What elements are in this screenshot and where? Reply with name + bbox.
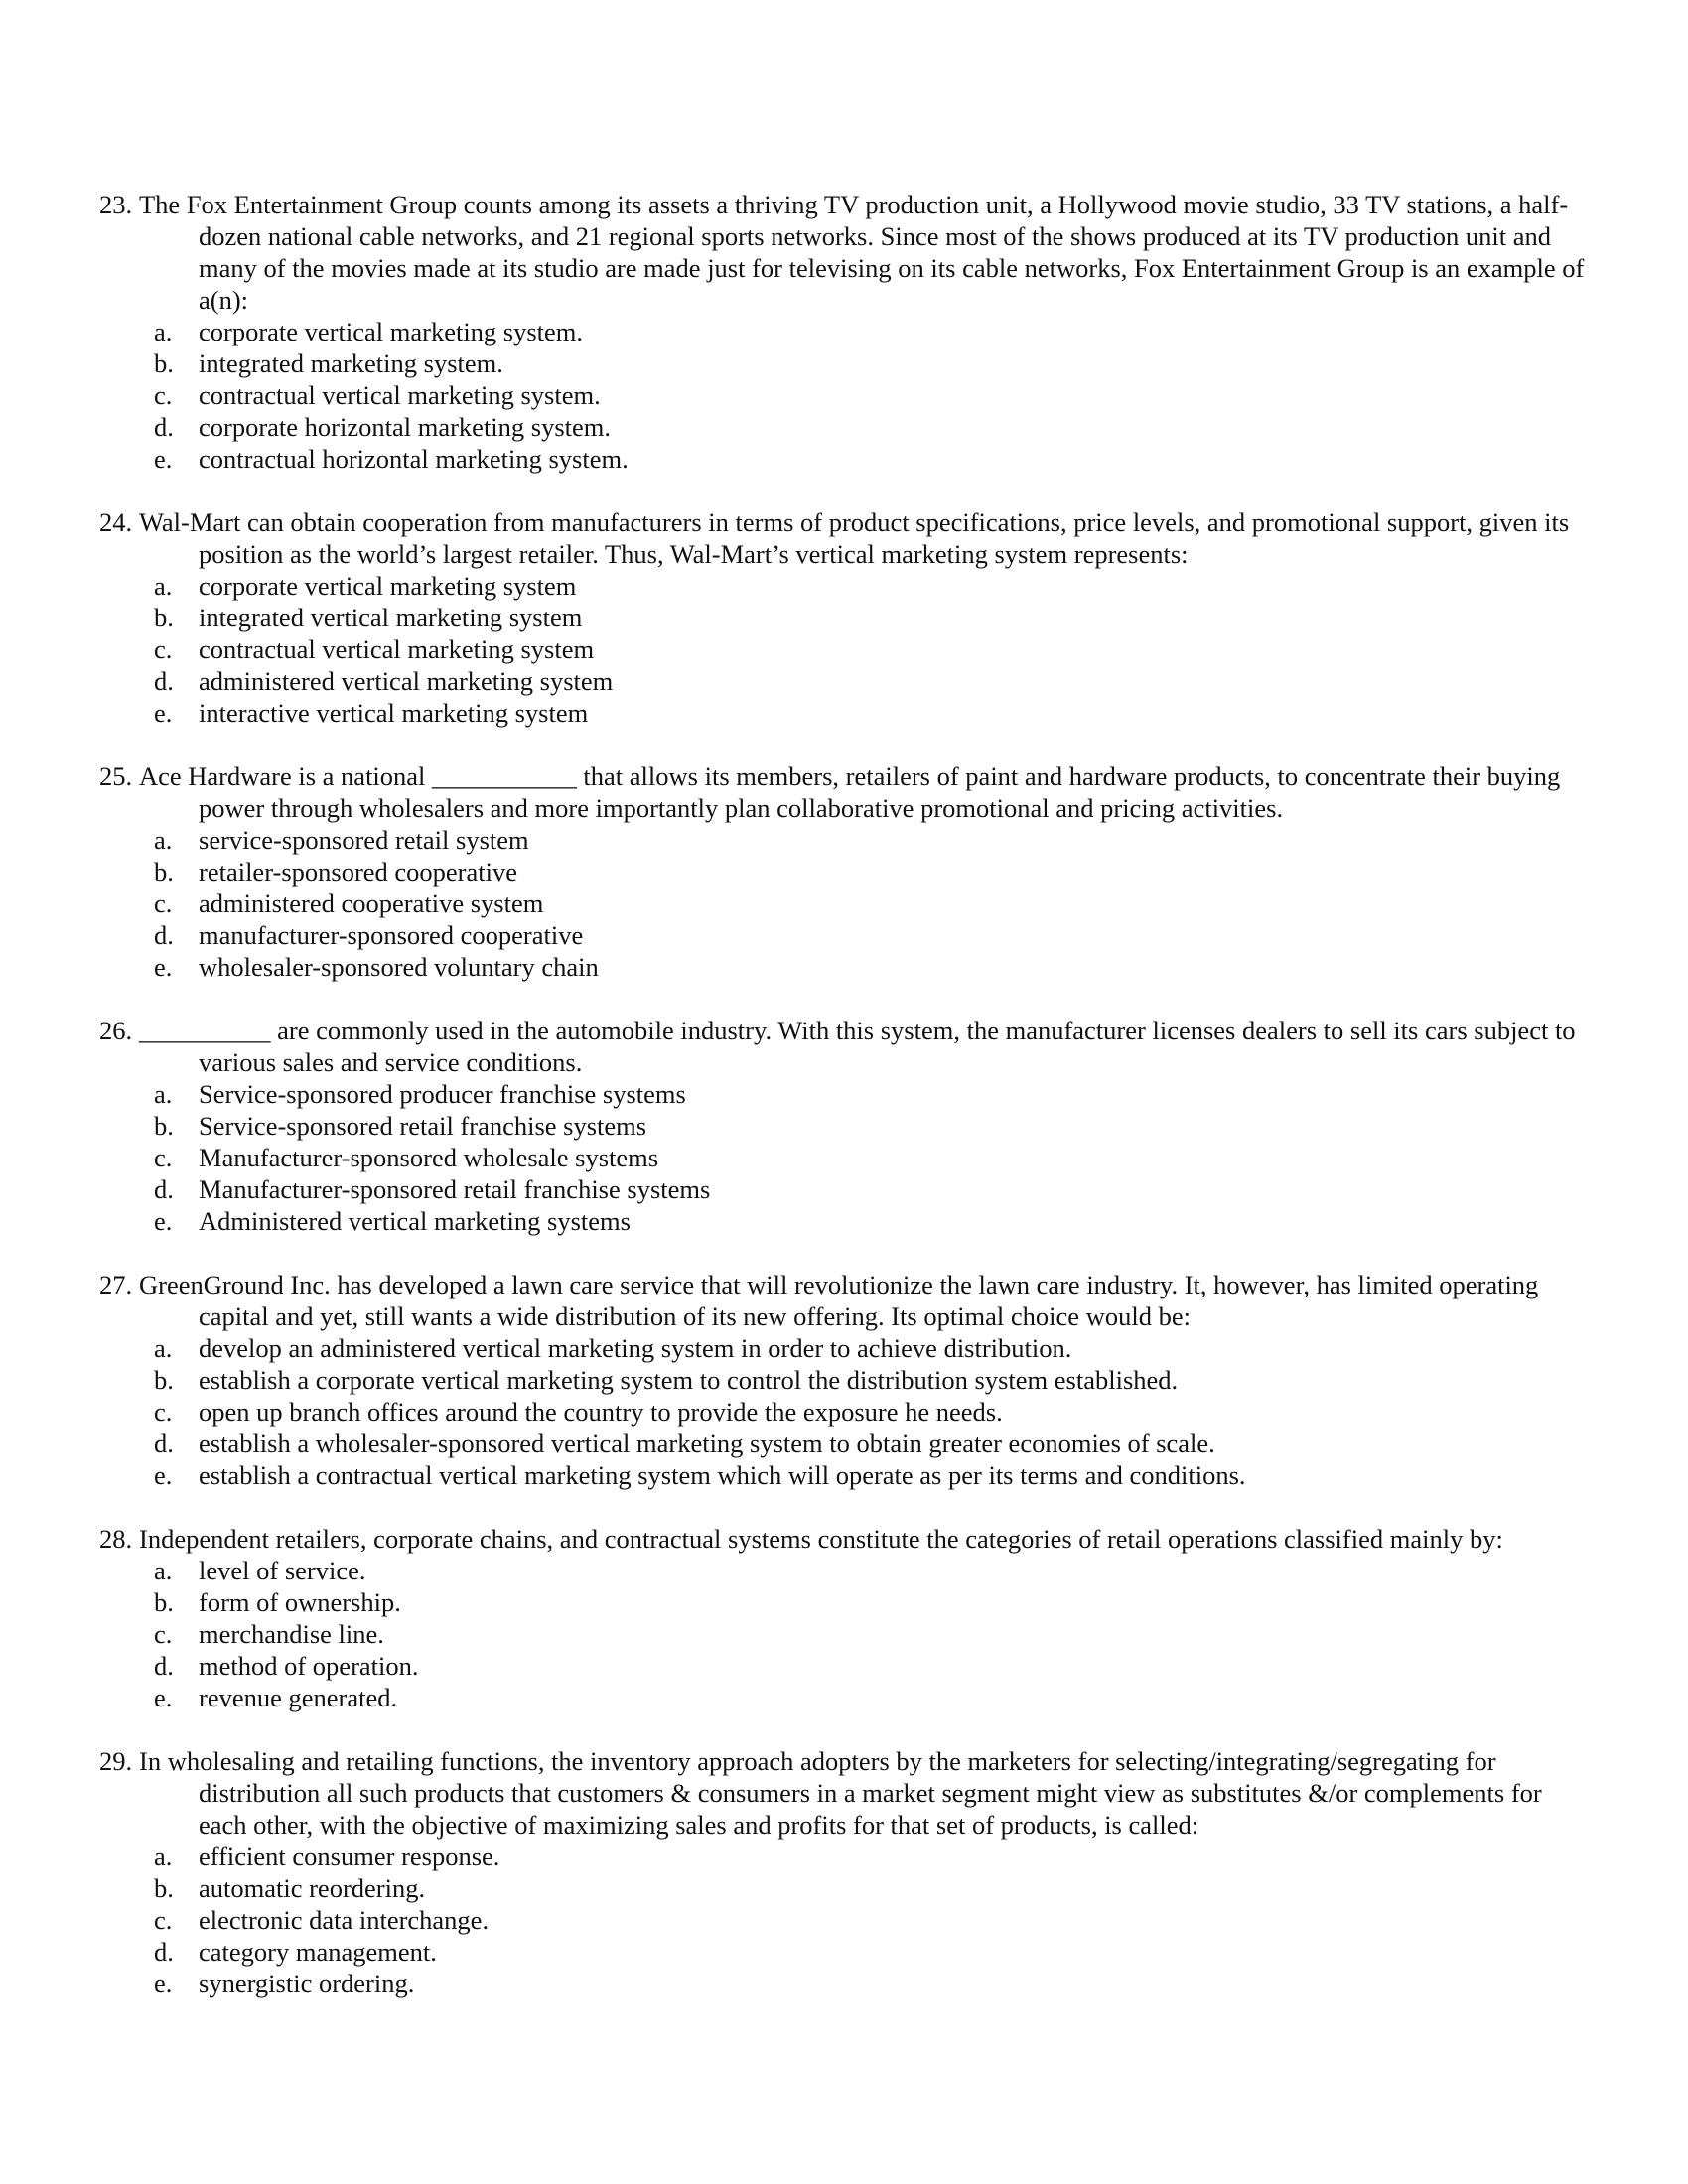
answer-option xyxy=(99,1173,1589,1205)
question-25 xyxy=(99,760,1589,983)
option-letter: b. xyxy=(154,1587,174,1617)
option-text: retailer-sponsored cooperative xyxy=(199,857,518,887)
option-letter: b. xyxy=(154,1873,174,1903)
question-text: In wholesaling and retailing functions, the inventory approach adopters by the marketers for selecting/integrating/segregating for distribution all such products that customers & consumers in a market segment might view as substitutes &/or complements for each other, with the objective of maximizing sales and profits for that set of products, is called: xyxy=(139,1746,1542,1840)
option-letter: c. xyxy=(154,634,173,664)
option-text: corporate horizontal marketing system. xyxy=(199,412,612,442)
option-text: service-sponsored retail system xyxy=(199,825,529,855)
answer-option xyxy=(99,1650,1589,1682)
option-letter: e. xyxy=(154,444,173,474)
answer-option xyxy=(99,824,1589,856)
answer-option xyxy=(99,602,1589,633)
answer-options xyxy=(99,1078,1589,1237)
option-text: open up branch offices around the country to provide the exposure he needs. xyxy=(199,1397,1003,1427)
question-23 xyxy=(99,189,1589,475)
question-stem xyxy=(99,1269,1589,1332)
question-number: 24. xyxy=(99,507,133,537)
option-text: merchandise line. xyxy=(199,1619,384,1649)
answer-option xyxy=(99,1332,1589,1364)
option-letter: d. xyxy=(154,1651,174,1681)
option-letter: a. xyxy=(154,571,173,601)
answer-option xyxy=(99,316,1589,347)
question-stem xyxy=(99,760,1589,824)
option-letter: b. xyxy=(154,1111,174,1141)
answer-option xyxy=(99,1396,1589,1428)
option-text: revenue generated. xyxy=(199,1683,398,1712)
option-text: method of operation. xyxy=(199,1651,419,1681)
question-stem xyxy=(99,1015,1589,1078)
question-stem xyxy=(99,1745,1589,1841)
option-text: electronic data interchange. xyxy=(199,1905,490,1935)
option-letter: c. xyxy=(154,1619,173,1649)
option-letter: d. xyxy=(154,1937,174,1967)
answer-option xyxy=(99,665,1589,697)
answer-options xyxy=(99,316,1589,475)
question-number: 29. xyxy=(99,1746,133,1776)
option-text: integrated marketing system. xyxy=(199,348,503,378)
option-text: wholesaler-sponsored voluntary chain xyxy=(199,952,599,982)
option-letter: d. xyxy=(154,920,174,950)
option-letter: d. xyxy=(154,412,174,442)
answer-option xyxy=(99,1904,1589,1936)
option-text: efficient consumer response. xyxy=(199,1842,500,1871)
question-number: 26. xyxy=(99,1016,133,1045)
option-text: Manufacturer-sponsored retail franchise systems xyxy=(199,1174,711,1204)
answer-options xyxy=(99,1332,1589,1491)
answer-option xyxy=(99,379,1589,411)
option-text: develop an administered vertical marketing system in order to achieve distribution. xyxy=(199,1333,1072,1363)
option-letter: c. xyxy=(154,1905,173,1935)
option-letter: a. xyxy=(154,317,173,346)
answer-option xyxy=(99,887,1589,919)
option-text: contractual vertical marketing system. xyxy=(199,380,601,410)
option-letter: b. xyxy=(154,1365,174,1395)
answer-option xyxy=(99,919,1589,951)
option-letter: c. xyxy=(154,1397,173,1427)
option-text: manufacturer-sponsored cooperative xyxy=(199,920,584,950)
option-letter: d. xyxy=(154,666,174,696)
option-letter: c. xyxy=(154,1143,173,1172)
option-text: Administered vertical marketing systems xyxy=(199,1206,631,1236)
option-text: category management. xyxy=(199,1937,437,1967)
option-text: contractual vertical marketing system xyxy=(199,634,595,664)
option-text: contractual horizontal marketing system. xyxy=(199,444,629,474)
answer-option xyxy=(99,1205,1589,1237)
answer-option xyxy=(99,1586,1589,1618)
option-letter: c. xyxy=(154,888,173,918)
answer-option xyxy=(99,1841,1589,1872)
option-text: corporate vertical marketing system. xyxy=(199,317,584,346)
answer-option xyxy=(99,411,1589,443)
answer-option xyxy=(99,1872,1589,1904)
option-text: Service-sponsored producer franchise systems xyxy=(199,1079,686,1109)
answer-option xyxy=(99,1936,1589,1968)
option-letter: e. xyxy=(154,1683,173,1712)
answer-option xyxy=(99,570,1589,602)
answer-option xyxy=(99,856,1589,887)
question-text: __________ are commonly used in the automobile industry. With this system, the manufacturer licenses dealers to sell its cars subject to various sales and service conditions. xyxy=(139,1016,1576,1077)
option-text: Service-sponsored retail franchise systems xyxy=(199,1111,647,1141)
answer-option xyxy=(99,347,1589,379)
answer-option xyxy=(99,1142,1589,1173)
option-letter: e. xyxy=(154,698,173,728)
question-text: Wal-Mart can obtain cooperation from manufacturers in terms of product specifications, price levels, and promotional support, given its position as the world’s largest retailer. Thus, Wal-Mart’s vertical marketing system represents: xyxy=(139,507,1570,569)
answer-option xyxy=(99,1618,1589,1650)
option-letter: d. xyxy=(154,1429,174,1458)
question-text: The Fox Entertainment Group counts among its assets a thriving TV production unit, a Hollywood movie studio, 33 TV stations, a half-dozen national cable networks, and 21 regional sports networks. Since most of the shows produced at its TV production unit and many of the movies made at its studio are made just for televising on its cable networks, Fox Entertainment Group is an example of a(n): xyxy=(139,190,1585,315)
option-letter: e. xyxy=(154,952,173,982)
answer-option xyxy=(99,1555,1589,1586)
question-28 xyxy=(99,1523,1589,1713)
option-letter: b. xyxy=(154,857,174,887)
option-text: integrated vertical marketing system xyxy=(199,603,583,632)
option-text: corporate vertical marketing system xyxy=(199,571,577,601)
answer-options xyxy=(99,1555,1589,1713)
option-letter: e. xyxy=(154,1969,173,1998)
option-letter: a. xyxy=(154,1556,173,1585)
option-letter: e. xyxy=(154,1206,173,1236)
question-text: GreenGround Inc. has developed a lawn care service that will revolutionize the lawn care industry. It, however, has limited operating capital and yet, still wants a wide distribution of its new offering. Its optimal choice would be: xyxy=(139,1270,1539,1331)
question-29 xyxy=(99,1745,1589,1999)
option-text: synergistic ordering. xyxy=(199,1969,415,1998)
option-letter: a. xyxy=(154,1333,173,1363)
option-letter: c. xyxy=(154,380,173,410)
option-text: administered cooperative system xyxy=(199,888,544,918)
question-stem xyxy=(99,189,1589,316)
question-number: 28. xyxy=(99,1524,133,1554)
answer-option xyxy=(99,697,1589,729)
answer-option xyxy=(99,1428,1589,1459)
option-text: form of ownership. xyxy=(199,1587,401,1617)
question-stem xyxy=(99,1523,1589,1555)
question-24 xyxy=(99,506,1589,729)
question-number: 27. xyxy=(99,1270,133,1299)
option-letter: b. xyxy=(154,603,174,632)
question-text: Ace Hardware is a national ___________ that allows its members, retailers of paint and hardware products, to concentrate their buying power through wholesalers and more importantly plan collaborative promotional and pricing activities. xyxy=(139,761,1561,823)
option-letter: a. xyxy=(154,1079,173,1109)
answer-options xyxy=(99,824,1589,983)
answer-option xyxy=(99,1968,1589,1999)
answer-option xyxy=(99,1459,1589,1491)
answer-option xyxy=(99,951,1589,983)
option-text: establish a corporate vertical marketing system to control the distribution system established. xyxy=(199,1365,1179,1395)
option-letter: e. xyxy=(154,1460,173,1490)
answer-option xyxy=(99,443,1589,475)
answer-option xyxy=(99,633,1589,665)
question-number: 25. xyxy=(99,761,133,791)
answer-options xyxy=(99,1841,1589,1999)
answer-option xyxy=(99,1110,1589,1142)
option-letter: a. xyxy=(154,825,173,855)
option-text: Manufacturer-sponsored wholesale systems xyxy=(199,1143,659,1172)
answer-options xyxy=(99,570,1589,729)
question-number: 23. xyxy=(99,190,133,219)
answer-option xyxy=(99,1682,1589,1713)
question-26 xyxy=(99,1015,1589,1237)
option-letter: d. xyxy=(154,1174,174,1204)
option-letter: a. xyxy=(154,1842,173,1871)
option-text: level of service. xyxy=(199,1556,366,1585)
option-text: automatic reordering. xyxy=(199,1873,426,1903)
question-stem xyxy=(99,506,1589,570)
question-27 xyxy=(99,1269,1589,1491)
option-text: interactive vertical marketing system xyxy=(199,698,589,728)
option-text: administered vertical marketing system xyxy=(199,666,614,696)
option-letter: b. xyxy=(154,348,174,378)
question-text: Independent retailers, corporate chains, and contractual systems constitute the categories of retail operations classified mainly by: xyxy=(139,1524,1503,1554)
option-text: establish a wholesaler-sponsored vertical marketing system to obtain greater economies of scale. xyxy=(199,1429,1215,1458)
option-text: establish a contractual vertical marketing system which will operate as per its terms and conditions. xyxy=(199,1460,1246,1490)
answer-option xyxy=(99,1078,1589,1110)
answer-option xyxy=(99,1364,1589,1396)
